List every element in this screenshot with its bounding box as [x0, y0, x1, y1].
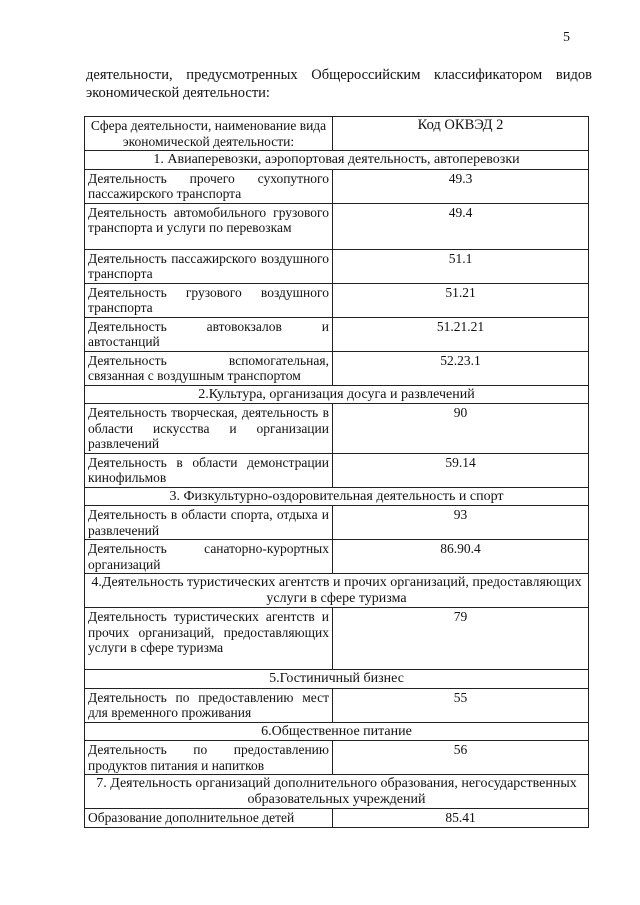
table-row — [85, 809, 589, 828]
section-title-5: 5.Гостиничный бизнес — [85, 670, 589, 689]
activity-cell: Деятельность по предоставлению мест для временного проживания — [85, 688, 333, 722]
activity-cell: Деятельность автовокзалов и автостанций — [85, 317, 333, 351]
code-cell: 59.14 — [333, 453, 589, 487]
section-row — [85, 722, 589, 741]
section-title-4: 4.Деятельность туристических агентств и прочих организаций, предоставляющих услуги в сфере туризма — [85, 574, 589, 608]
table-header-row — [85, 117, 589, 151]
code-cell: 51.21.21 — [333, 317, 589, 351]
table-row — [85, 608, 589, 670]
code-cell: 52.23.1 — [333, 351, 589, 385]
code-cell: 56 — [333, 741, 589, 775]
activity-cell: Деятельность пассажирского воздушного транспорта — [85, 249, 333, 283]
activity-cell: Деятельность в области демонстрации кинофильмов — [85, 453, 333, 487]
code-cell: 51.21 — [333, 283, 589, 317]
code-cell: 51.1 — [333, 249, 589, 283]
section-row — [85, 385, 589, 404]
activity-cell: Деятельность грузового воздушного транспорта — [85, 283, 333, 317]
activity-cell: Деятельность в области спорта, отдыха и развлечений — [85, 506, 333, 540]
table-row — [85, 317, 589, 351]
code-cell: 49.3 — [333, 169, 589, 203]
activity-cell: Деятельность санаторно-курортных организаций — [85, 540, 333, 574]
section-row — [85, 151, 589, 170]
table-row — [85, 283, 589, 317]
table-row — [85, 203, 589, 249]
table-row — [85, 540, 589, 574]
okved-table — [84, 116, 589, 828]
table-row — [85, 741, 589, 775]
section-title-7: 7. Деятельность организаций дополнительного образования, негосударственных образовательных учреждений — [85, 775, 589, 809]
page-number: 5 — [563, 30, 570, 45]
table-row — [85, 404, 589, 454]
section-title-1: 1. Авиаперевозки, аэропортовая деятельность, автоперевозки — [85, 151, 589, 170]
activity-cell: Образование дополнительное детей — [85, 809, 333, 828]
code-cell: 55 — [333, 688, 589, 722]
code-cell: 79 — [333, 608, 589, 670]
activity-cell: Деятельность творческая, деятельность в области искусства и организации развлечений — [85, 404, 333, 454]
activity-cell: Деятельность вспомогательная, связанная с воздушным транспортом — [85, 351, 333, 385]
section-title-6: 6.Общественное питание — [85, 722, 589, 741]
table-row — [85, 169, 589, 203]
code-cell: 49.4 — [333, 203, 589, 249]
intro-paragraph: деятельности, предусмотренных Общероссийским классификатором видов экономической деятельности: — [86, 67, 592, 101]
code-cell: 85.41 — [333, 809, 589, 828]
code-cell: 93 — [333, 506, 589, 540]
section-row — [85, 574, 589, 608]
activity-cell: Деятельность автомобильного грузового транспорта и услуги по перевозкам — [85, 203, 333, 249]
header-activity: Сфера деятельности, наименование вида экономической деятельности: — [85, 117, 333, 151]
table-row — [85, 453, 589, 487]
table-row — [85, 506, 589, 540]
code-cell: 86.90.4 — [333, 540, 589, 574]
section-row — [85, 487, 589, 506]
activity-cell: Деятельность прочего сухопутного пассажирского транспорта — [85, 169, 333, 203]
header-code: Код ОКВЭД 2 — [333, 117, 589, 151]
activity-cell: Деятельность туристических агентств и прочих организаций, предоставляющих услуги в сфере туризма — [85, 608, 333, 670]
table-row — [85, 249, 589, 283]
section-row — [85, 670, 589, 689]
section-row — [85, 775, 589, 809]
table-row — [85, 688, 589, 722]
section-title-2: 2.Культура, организация досуга и развлечений — [85, 385, 589, 404]
activity-cell: Деятельность по предоставлению продуктов питания и напитков — [85, 741, 333, 775]
table-row — [85, 351, 589, 385]
section-title-3: 3. Физкультурно-оздоровительная деятельность и спорт — [85, 487, 589, 506]
code-cell: 90 — [333, 404, 589, 454]
